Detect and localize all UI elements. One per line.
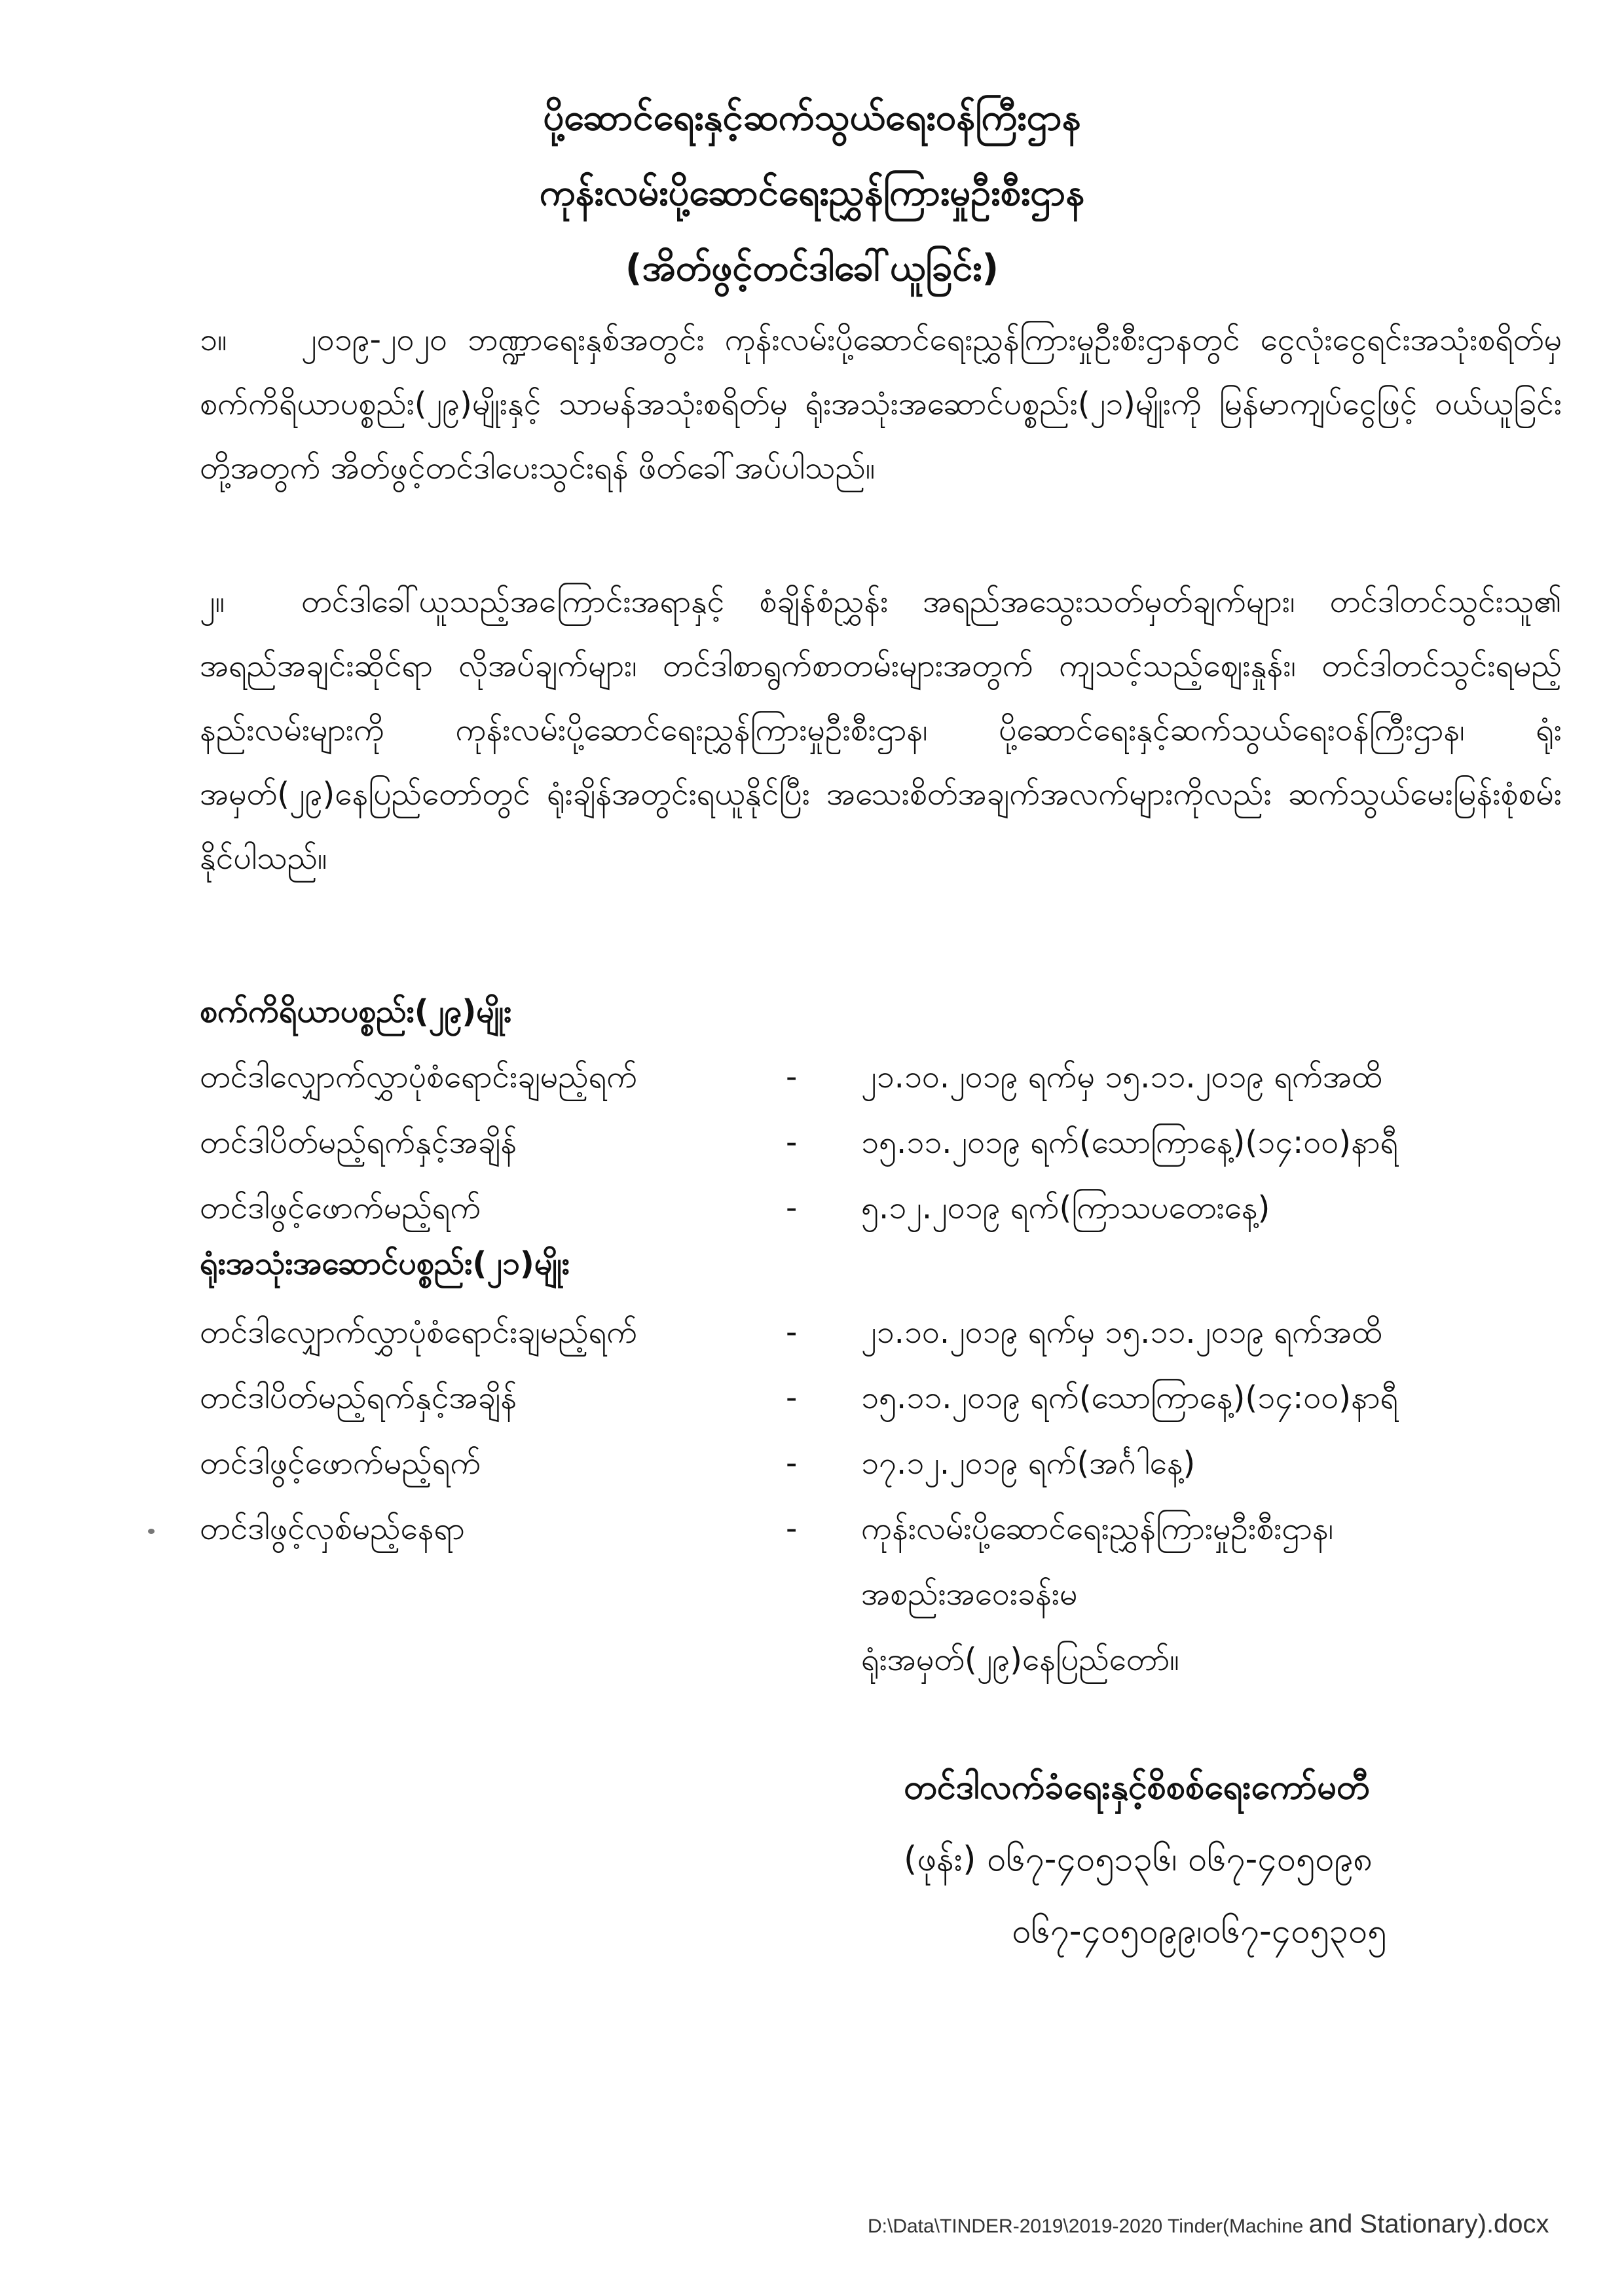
section-machinery-title: စက်ကိရိယာပစ္စည်း(၂၉)မျိုး <box>200 993 512 1030</box>
schedule-label: တင်ဒါဖွင့်ဖောက်မည့်ရက် <box>200 1190 481 1226</box>
schedule-label: တင်ဒါလျှောက်လွှာပုံစံရောင်းချမည့်ရက် <box>200 1314 638 1351</box>
schedule-row <box>200 1368 1575 1427</box>
paragraph-1-text: ၂၀၁၉-၂၀၂၀ ဘဏ္ဍာရေးနှစ်အတွင်း ကုန်းလမ်းပို့ဆောင်ရေးညွှန်ကြားမှုဦးစီးဌာနတွင် ငွေလုံးငွေရင်းအသုံးစရိတ်မှ စက်ကိရိယာပစ္စည်း(၂၉)မျိုးနှင့် သာမန်အသုံးစရိတ်မှ ရုံးအသုံးအဆောင်ပစ္စည်း(၂၁)မျိုးကို မြန်မာကျပ်ငွေဖြင့် ဝယ်ယူခြင်းတို့အတွက် အိတ်ဖွင့်တင်ဒါပေးသွင်းရန် ဖိတ်ခေါ်အပ်ပါသည်။ <box>200 321 1562 486</box>
schedule-value: ကုန်းလမ်းပို့ဆောင်ရေးညွှန်ကြားမှုဦးစီးဌာန၊ <box>861 1510 1334 1547</box>
schedule-value: ၂၁.၁၀.၂၀၁၉ ရက်မှ ၁၅.၁၁.၂၀၁၉ ရက်အထိ <box>861 1314 1382 1351</box>
phone-line: (ဖုန်း) ၀၆၇-၄၀၅၁၃၆၊ ၀၆၇-၄၀၅၀၉၈ <box>904 1840 1373 1879</box>
schedule-label: တင်ဒါပိတ်မည့်ရက်နှင့်အချိန် <box>200 1379 517 1416</box>
file-path-part: and Stationary).docx <box>1308 2210 1549 2238</box>
schedule-dash: - <box>786 1190 798 1226</box>
schedule-row <box>200 1303 1575 1362</box>
file-path-part: D:\Data\TINDER-2019\2019-2020 Tinder(Machine <box>868 2215 1309 2237</box>
phone-line: ၀၆၇-၄၀၅၀၉၉၊၀၆၇-၄၀၅၃၀၅ <box>1012 1912 1387 1951</box>
scan-speck <box>148 1529 155 1534</box>
file-path-footer <box>868 2210 1549 2239</box>
schedule-dash: - <box>786 1059 798 1095</box>
schedule-dash: - <box>786 1314 798 1351</box>
paragraph-1-number: ၁။ <box>200 321 227 358</box>
notice-title: (အိတ်ဖွင့်တင်ဒါခေါ်ယူခြင်း) <box>625 247 999 289</box>
schedule-value: ၁၅.၁၁.၂၀၁၉ ရက်(သောကြာနေ့)(၁၄:၀၀)နာရီ <box>861 1379 1399 1416</box>
paragraph-1 <box>200 308 1562 500</box>
schedule-row <box>200 1434 1575 1493</box>
schedule-dash: - <box>786 1124 798 1161</box>
paragraph-2-text: တင်ဒါခေါ်ယူသည့်အကြောင်းအရာနှင့် စံချိန်စံညွှန်း အရည်အသွေးသတ်မှတ်ချက်များ၊ တင်ဒါတင်သွင်းသူ၏ အရည်အချင်းဆိုင်ရာ လိုအပ်ချက်များ၊ တင်ဒါစာရွက်စာတမ်းများအတွက် ကျသင့်သည့်ဈေးနှုန်း၊ တင်ဒါတင်သွင်းရမည့် နည်းလမ်းများကို ကုန်းလမ်းပို့ဆောင်ရေးညွှန်ကြားမှုဦးစီးဌာန၊ ပို့ဆောင်ရေးနှင့်ဆက်သွယ်ရေးဝန်ကြီးဌာန၊ ရုံးအမှတ်(၂၉)နေပြည်တော်တွင် ရုံးချိန်အတွင်းရယူနိုင်ပြီး အသေးစိတ်အချက်အလက်များကိုလည်း ဆက်သွယ်မေးမြန်းစုံစမ်းနိုင်ပါသည်။ <box>200 583 1562 877</box>
schedule-label: တင်ဒါဖွင့်လှစ်မည့်နေရာ <box>200 1510 465 1547</box>
ministry-title: ပို့ဆောင်ရေးနှင့်ဆက်သွယ်ရေးဝန်ကြီးဌာန <box>543 96 1081 139</box>
schedule-row <box>200 1113 1575 1172</box>
paragraph-2-number: ၂။ <box>200 583 225 620</box>
schedule-value: ၂၁.၁၀.၂၀၁၉ ရက်မှ ၁၅.၁၁.၂၀၁၉ ရက်အထိ <box>861 1059 1382 1095</box>
schedule-value: ၅.၁၂.၂၀၁၉ ရက်(ကြာသပတေးနေ့) <box>861 1190 1270 1226</box>
section-stationery-title: ရုံးအသုံးအဆောင်ပစ္စည်း(၂၁)မျိုး <box>200 1245 570 1282</box>
venue-address-line: ရုံးအမှတ်(၂၉)နေပြည်တော်။ <box>861 1641 1179 1678</box>
venue-address-line: အစည်းအဝေးခန်းမ <box>861 1576 1078 1613</box>
schedule-dash: - <box>786 1445 798 1482</box>
department-title: ကုန်းလမ်းပို့ဆောင်ရေးညွှန်ကြားမှုဦးစီးဌာန <box>539 172 1085 214</box>
schedule-row <box>200 1178 1575 1237</box>
schedule-label: တင်ဒါဖွင့်ဖောက်မည့်ရက် <box>200 1445 481 1482</box>
schedule-dash: - <box>786 1379 798 1416</box>
schedule-dash: - <box>786 1510 798 1547</box>
committee-name: တင်ဒါလက်ခံရေးနှင့်စိစစ်ရေးကော်မတီ <box>904 1768 1370 1807</box>
schedule-value: ၁၅.၁၁.၂၀၁၉ ရက်(သောကြာနေ့)(၁၄:၀၀)နာရီ <box>861 1124 1399 1161</box>
paragraph-2 <box>200 570 1562 890</box>
schedule-row <box>200 1048 1575 1106</box>
schedule-row <box>200 1499 1575 1558</box>
schedule-label: တင်ဒါပိတ်မည့်ရက်နှင့်အချိန် <box>200 1124 517 1161</box>
schedule-label: တင်ဒါလျှောက်လွှာပုံစံရောင်းချမည့်ရက် <box>200 1059 638 1095</box>
schedule-value: ၁၇.၁၂.၂၀၁၉ ရက်(အင်္ဂါနေ့) <box>861 1445 1196 1482</box>
